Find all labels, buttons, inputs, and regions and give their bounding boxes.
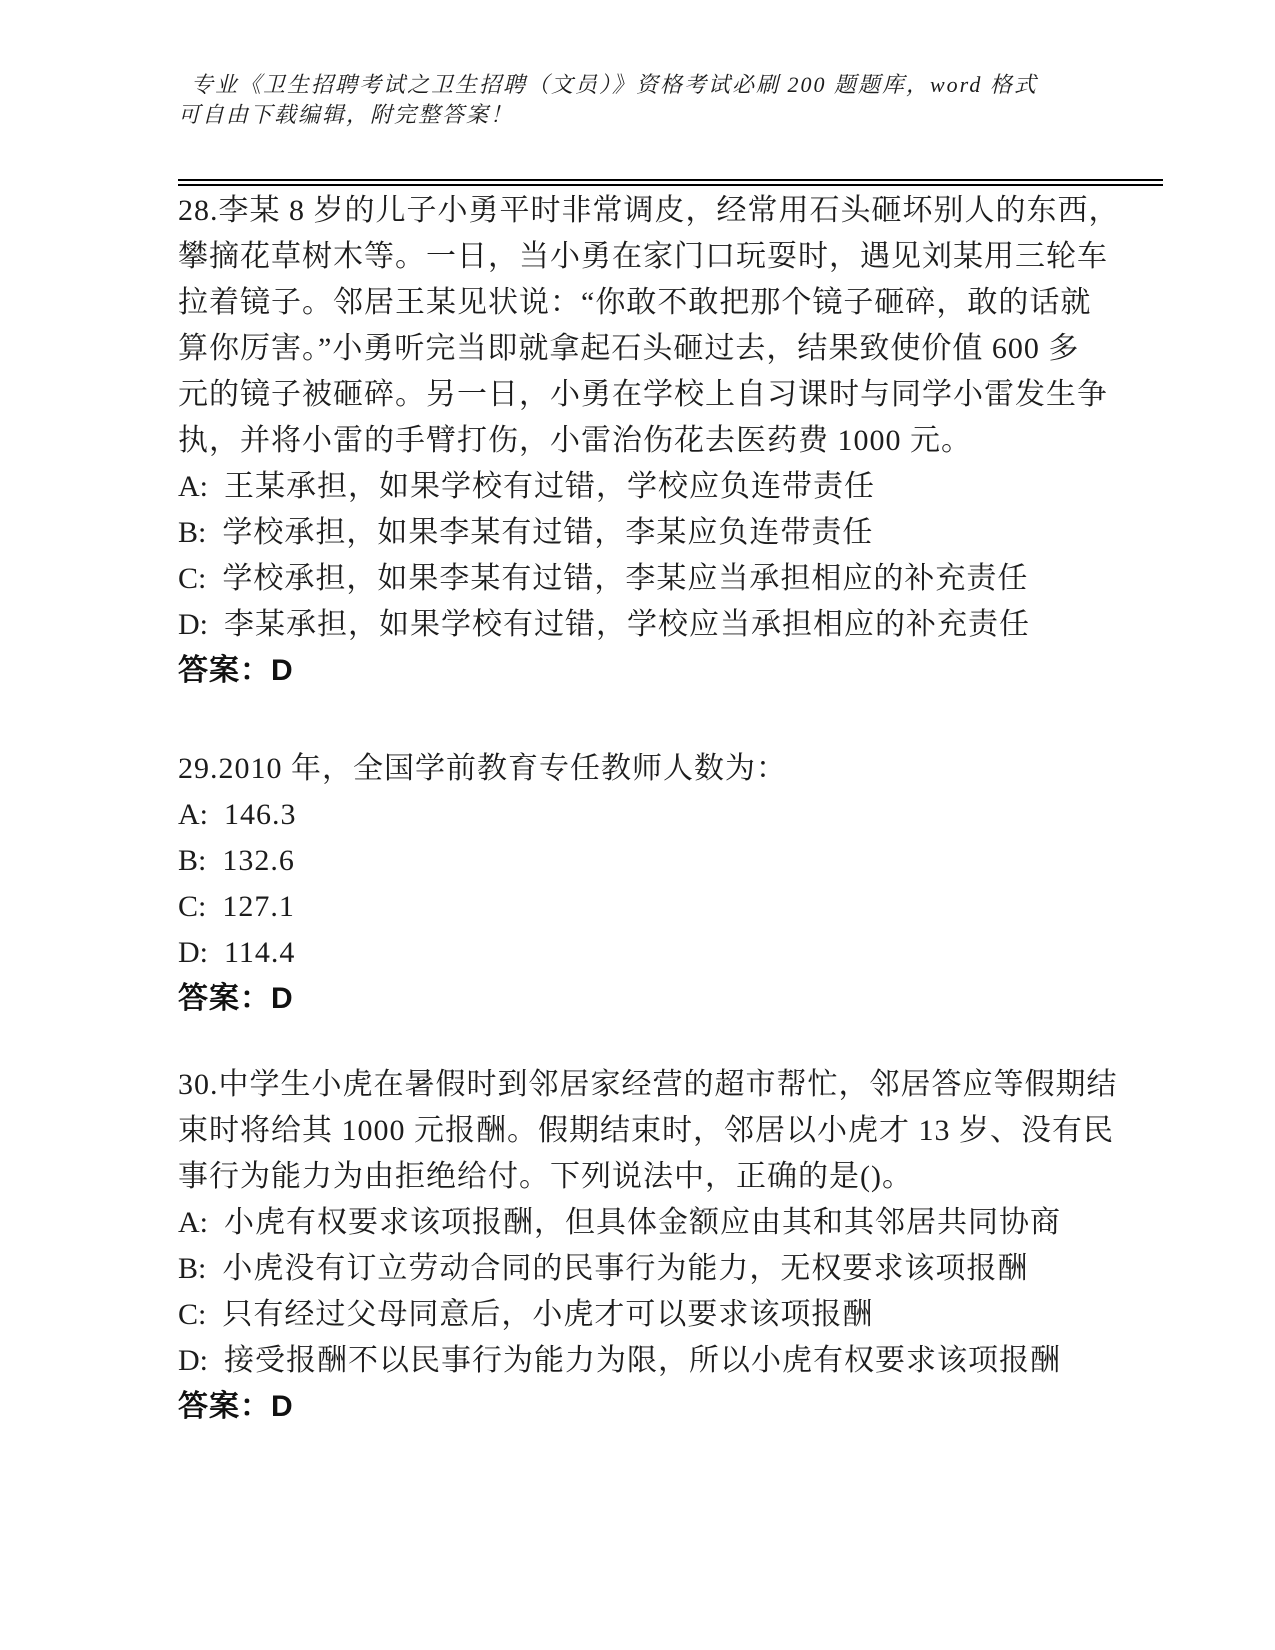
question-stem-line: 28.李某 8 岁的儿子小勇平时非常调皮，经常用石头砸坏别人的东西， — [178, 194, 1120, 227]
option-row — [178, 930, 1163, 976]
option-text: 小虎没有订立劳动合同的民事行为能力，无权要求该项报酬 — [222, 1252, 1029, 1285]
option-text: 127.1 — [222, 890, 295, 923]
question-stem-line: 算你厉害。”小勇听完当即就拿起石头砸过去，结果致使价值 600 多 — [178, 332, 1080, 365]
question-block — [178, 746, 1163, 1022]
header-divider-rule — [178, 179, 1163, 186]
doc-header-line-2: 可自由下载编辑，附完整答案！ — [178, 102, 515, 127]
option-text: 146.3 — [224, 798, 297, 831]
option-label: A: — [178, 1206, 208, 1239]
answer-row — [178, 1384, 1163, 1430]
question-stem-line: 元的镜子被砸碎。另一日，小勇在学校上自习课时与同学小雷发生争 — [178, 378, 1108, 411]
question-block — [178, 1062, 1163, 1430]
option-row — [178, 1246, 1163, 1292]
option-text: 114.4 — [224, 936, 296, 969]
question-stem-line: 29.2010 年，全国学前教育专任教师人数为： — [178, 752, 787, 785]
question-stem-line: 攀摘花草树木等。一日，当小勇在家门口玩耍时，遇见刘某用三轮车 — [178, 240, 1108, 273]
option-text: 接受报酬不以民事行为能力为限，所以小虎有权要求该项报酬 — [224, 1344, 1061, 1377]
option-label: A: — [178, 470, 208, 503]
doc-header-paragraph — [178, 70, 1163, 130]
option-text: 小虎有权要求该项报酬，但具体金额应由其和其邻居共同协商 — [224, 1206, 1061, 1239]
question-block — [178, 188, 1163, 694]
option-row — [178, 464, 1163, 510]
option-text: 李某承担，如果学校有过错，学校应当承担相应的补充责任 — [224, 608, 1030, 641]
answer-label: 答案： — [178, 1390, 271, 1423]
question-list — [178, 188, 1163, 1430]
option-label: A: — [178, 798, 208, 831]
doc-header-line-1: 专业《卫生招聘考试之卫生招聘（文员）》资格考试必刷 200 题题库，word 格式 — [191, 72, 1038, 97]
option-row — [178, 1292, 1163, 1338]
option-text: 学校承担，如果李某有过错，李某应当承担相应的补充责任 — [222, 562, 1029, 595]
option-row — [178, 556, 1163, 602]
question-stem-line: 束时将给其 1000 元报酬。假期结束时，邻居以小虎才 13 岁、没有民 — [178, 1114, 1114, 1147]
option-label: B: — [178, 516, 207, 549]
option-row — [178, 792, 1163, 838]
answer-value: D — [271, 982, 294, 1015]
option-label: C: — [178, 562, 207, 595]
option-label: C: — [178, 890, 207, 923]
answer-row — [178, 976, 1163, 1022]
answer-row — [178, 648, 1163, 694]
option-text: 学校承担，如果李某有过错，李某应负连带责任 — [222, 516, 874, 549]
option-label: D: — [178, 608, 208, 641]
option-label: B: — [178, 844, 207, 877]
answer-value: D — [271, 654, 294, 687]
question-stem-line: 事行为能力为由拒绝给付。下列说法中，正确的是()。 — [178, 1160, 913, 1193]
option-text: 132.6 — [222, 844, 295, 877]
question-stem-line: 30.中学生小虎在暑假时到邻居家经营的超市帮忙，邻居答应等假期结 — [178, 1068, 1118, 1101]
option-label: D: — [178, 936, 208, 969]
answer-label: 答案： — [178, 654, 271, 687]
option-row — [178, 602, 1163, 648]
question-stem-line: 拉着镜子。邻居王某见状说：“你敢不敢把那个镜子砸碎，敢的话就 — [178, 286, 1092, 319]
option-row — [178, 510, 1163, 556]
option-text: 王某承担，如果学校有过错，学校应负连带责任 — [224, 470, 875, 503]
question-stem-line: 执，并将小雷的手臂打伤，小雷治伤花去医药费 1000 元。 — [178, 424, 972, 457]
document-content — [178, 70, 1163, 1430]
option-row — [178, 1200, 1163, 1246]
option-row — [178, 838, 1163, 884]
option-label: B: — [178, 1252, 207, 1285]
answer-value: D — [271, 1390, 294, 1423]
option-label: D: — [178, 1344, 208, 1377]
option-row — [178, 884, 1163, 930]
option-label: C: — [178, 1298, 207, 1331]
answer-label: 答案： — [178, 982, 271, 1015]
option-row — [178, 1338, 1163, 1384]
option-text: 只有经过父母同意后，小虎才可以要求该项报酬 — [222, 1298, 874, 1331]
